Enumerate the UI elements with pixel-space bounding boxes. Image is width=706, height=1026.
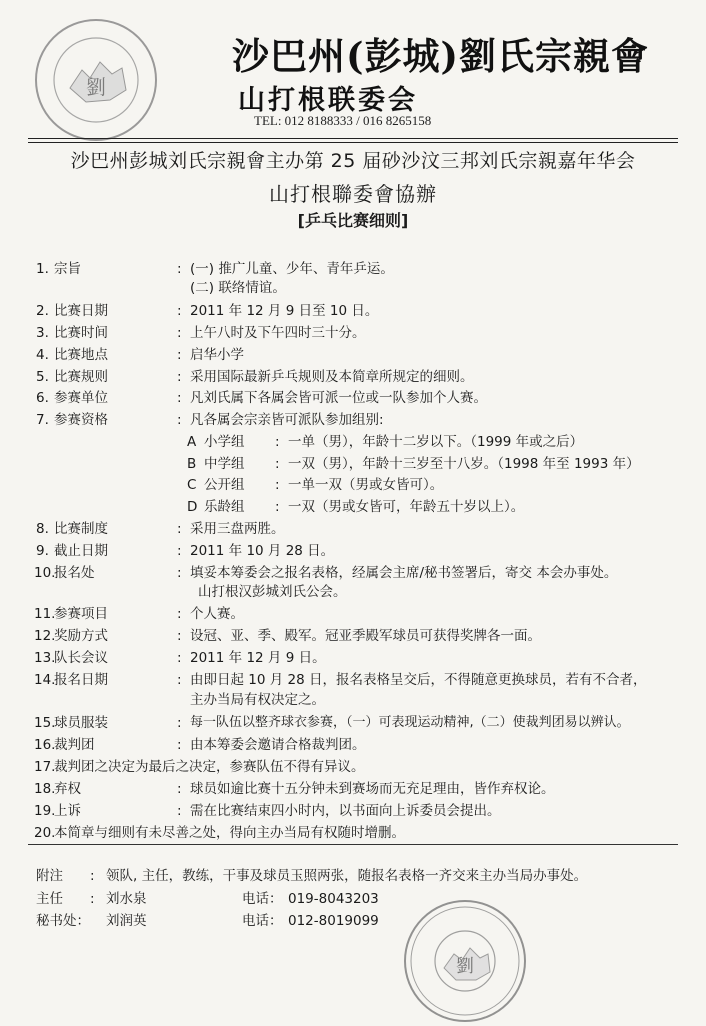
- organization-name: 沙巴州(彭城)劉氏宗親會: [232, 34, 650, 78]
- group-code: A: [187, 434, 197, 450]
- item-number: 14.: [34, 672, 56, 688]
- item-number: 19.: [34, 803, 56, 819]
- group-name: 乐龄组: [204, 499, 245, 515]
- item-value: 上午八时及下午四时三十分。: [190, 325, 366, 341]
- association-seal-icon: [30, 14, 162, 146]
- item-value: 个人赛。: [190, 606, 244, 622]
- item-number: 1.: [36, 261, 49, 277]
- contact-phone: 012-8019099: [288, 913, 379, 929]
- item-value: 每一队伍以整齐球衣参赛，（一）可表现运动精神,（二）使裁判团易以辨认。: [190, 715, 630, 730]
- contact-role: 主任: [36, 891, 63, 907]
- committee-name: 山打根联委会: [238, 85, 418, 116]
- contact-phone-label: 电话：: [242, 913, 283, 929]
- item-number: 13.: [34, 650, 56, 666]
- group-code: C: [187, 477, 197, 493]
- item-label: 宗旨: [54, 261, 81, 277]
- group-desc: 一单一双（男或女皆可）。: [288, 477, 444, 493]
- item-value: 球员如逾比赛十五分钟未到赛场而无充足理由，皆作弃权论。: [190, 781, 555, 797]
- group-code: B: [187, 456, 197, 472]
- contact-phone-label: 电话：: [242, 891, 283, 907]
- note-text: 领队, 主任，教练，干事及球员玉照两张，随报名表格一齐交来主办当局办事处。: [106, 868, 588, 884]
- item-number: 8.: [36, 521, 49, 537]
- event-title: 沙巴州彭城刘氏宗親會主办第 25 届砂沙汶三邦刘氏宗親嘉年华会: [70, 150, 636, 172]
- group-desc: 一双（男或女皆可，年龄五十岁以上）。: [288, 499, 525, 515]
- header-divider-thin: [28, 142, 678, 143]
- item-value: 2011 年 12 月 9 日。: [190, 650, 326, 666]
- item-label: 裁判团: [54, 737, 95, 753]
- item-label: 球员服装: [54, 715, 108, 731]
- item-label: 报名日期: [54, 672, 108, 688]
- footer-divider: [28, 844, 678, 845]
- item-label: 参赛资格: [54, 412, 108, 428]
- item-label: 弃权: [54, 781, 81, 797]
- item-value: 启华小学: [190, 347, 244, 363]
- item-value: 凡刘氏属下各属会皆可派一位或一队参加个人赛。: [190, 390, 487, 406]
- item-number: 6.: [36, 390, 49, 406]
- telephone-line: TEL: 012 8188333 / 016 8265158: [254, 113, 432, 128]
- seal-char: 劉: [86, 75, 106, 99]
- contact-role: 秘书处：: [36, 913, 90, 929]
- item-label: 裁判团之决定为最后之决定，参赛队伍不得有异议。: [54, 759, 365, 775]
- item-continuation: (二) 联络情谊。: [190, 280, 286, 296]
- item-label: 参赛单位: [54, 390, 108, 406]
- item-value: (一) 推广儿童、少年、青年乒运。: [190, 261, 394, 277]
- header-divider: [28, 138, 678, 139]
- group-name: 公开组: [204, 477, 245, 493]
- item-number: 3.: [36, 325, 49, 341]
- item-label: 比赛时间: [54, 325, 108, 341]
- item-number: 7.: [36, 412, 49, 428]
- item-label: 截止日期: [54, 543, 108, 559]
- contact-name: 刘水泉: [106, 891, 147, 907]
- group-name: 小学组: [204, 434, 245, 450]
- item-label: 上诉: [54, 803, 81, 819]
- committee-stamp-icon: [400, 896, 530, 1026]
- rules-heading: [乒乓比赛细则]: [297, 211, 409, 230]
- item-label: 报名处: [54, 565, 95, 581]
- item-number: 16.: [34, 737, 56, 753]
- item-label: 本简章与细则有未尽善之处，得向主办当局有权随时增删。: [54, 825, 405, 841]
- item-value: 采用国际最新乒乓规则及本简章所规定的细则。: [190, 369, 474, 385]
- item-value: 采用三盘两胜。: [190, 521, 285, 537]
- group-desc: 一双（男），年龄十三岁至十八岁。（1998 年至 1993 年）: [288, 456, 640, 472]
- item-label: 队长会议: [54, 650, 108, 666]
- item-label: 奖励方式: [54, 628, 108, 644]
- contact-phone: 019-8043203: [288, 891, 379, 907]
- item-label: 比赛规则: [54, 369, 108, 385]
- note-label: 附注: [36, 868, 63, 884]
- item-continuation: 主办当局有权决定之。: [190, 692, 325, 708]
- item-number: 18.: [34, 781, 56, 797]
- item-label: 比赛地点: [54, 347, 108, 363]
- item-number: 10.: [34, 565, 56, 581]
- stamp-char: 劉: [456, 956, 474, 977]
- contact-name: 刘润英: [106, 913, 147, 929]
- item-value: 2011 年 10 月 28 日。: [190, 543, 335, 559]
- item-label: 比赛日期: [54, 303, 108, 319]
- item-label: 参赛项目: [54, 606, 108, 622]
- item-value: 由即日起 10 月 28 日，报名表格呈交后，不得随意更换球员，若有不合者，: [190, 672, 647, 688]
- item-value: 填妥本筹委会之报名表格，经属会主席/秘书签署后，寄交 本会办事处。: [190, 565, 618, 581]
- item-value: 由本筹委会邀请合格裁判团。: [190, 737, 366, 753]
- item-number: 4.: [36, 347, 49, 363]
- item-label: 比赛制度: [54, 521, 108, 537]
- item-value: 设冠、亚、季、殿军。冠亚季殿军球员可获得奖牌各一面。: [190, 628, 541, 644]
- item-number: 12.: [34, 628, 56, 644]
- item-value: 2011 年 12 月 9 日至 10 日。: [190, 303, 379, 319]
- group-name: 中学组: [204, 456, 245, 472]
- document-page: 劉 沙巴州(彭城)劉氏宗親會 山打根联委会 TEL: 012 8188333 / 016 8265158 沙巴州彭城刘氏宗親會主办第 25 届砂沙汶三邦刘氏宗親嘉年华会 山打根聯委會協辦 [乒乓比赛细则] 1. 宗旨 : (一) 推广儿童、少年、青年乒运。 (二) 联络情谊。 2. 比赛日期 : 2011 年 12 月 9 日至 10 日。 3. 比赛时间 : 上午八时及下午四时三十分。 4. 比赛地点 : 启华小学 5. 比赛规则 : 采用国际最新乒乓规则及本简章所规定的细则。 6. 参赛单位 : 凡刘氏属下各属会皆可派一位或一队参加个人赛。 7. 参赛资格 : 凡各属会宗亲皆可派队参加组别: A 小学组 : 一单（男），年龄十二岁以下。（1999 年或之后） B 中学组 : 一双（男），年龄十三岁至十八岁。（1998 年至 1993 年） C 公开组 : 一单一双（男或女皆可）。 D 乐龄组 : 一双（男或女皆可，年龄五十岁以上）。 8. 比赛制度 : 采用三盘两胜。 9. 截止日期 : 2011 年 10 月 28 日。 10. 报名处 : 填妥本筹委会之报名表格，经属会主席/秘书签署后，寄交 本会办事处。 山打根汉彭城刘氏公会。 11. 参赛项目 : 个人赛。 12. 奖励方式 : 设冠、亚、季、殿军。冠亚季殿军球员可获得奖牌各一面。 13. 队长会议 : 2011 年 12 月 9 日。 14. 报名日期 : 由即日起 10 月 28 日，报名表格呈交后，不得随意更换球员，若有不合者， 主办当局有权决定之。 15. 球员服装 : 每一队伍以整齐球衣参赛，（一）可表现运动精神,（二）使裁判团易以辨认。 16. 裁判团 : 由本筹委会邀请合格裁判团。 17. 裁判团之决定为最后之决定，参赛队伍不得有异议。 18. 弃权 : 球员如逾比赛十五分钟未到赛场而无充足理由，皆作弃权论。 19. 上诉 : 需在比赛结束四小时内，以书面向上诉委员会提出。 20. 本简章与细则有未尽善之处，得向主办当局有权随时增删。 附注 : 领队, 主任，教练，干事及球员玉照两张，随报名表格一齐交来主办当局办事处。 主任 : 刘水泉 电话： 019-8043203 秘书处： 刘润英 电话： 012-8019099 劉: [0, 0, 706, 1024]
- item-value: 凡各属会宗亲皆可派队参加组别:: [190, 412, 384, 428]
- item-number: 5.: [36, 369, 49, 385]
- item-continuation: 山打根汉彭城刘氏公会。: [198, 584, 347, 600]
- item-number: 2.: [36, 303, 49, 319]
- item-number: 9.: [36, 543, 49, 559]
- item-number: 20.: [34, 825, 56, 841]
- item-number: 17.: [34, 759, 56, 775]
- group-code: D: [187, 499, 198, 515]
- item-value: 需在比赛结束四小时内，以书面向上诉委员会提出。: [190, 803, 501, 819]
- item-number: 15.: [34, 715, 56, 731]
- group-desc: 一单（男），年龄十二岁以下。（1999 年或之后）: [288, 434, 584, 450]
- co-organizer-title: 山打根聯委會協辦: [269, 182, 437, 206]
- item-number: 11.: [34, 606, 56, 622]
